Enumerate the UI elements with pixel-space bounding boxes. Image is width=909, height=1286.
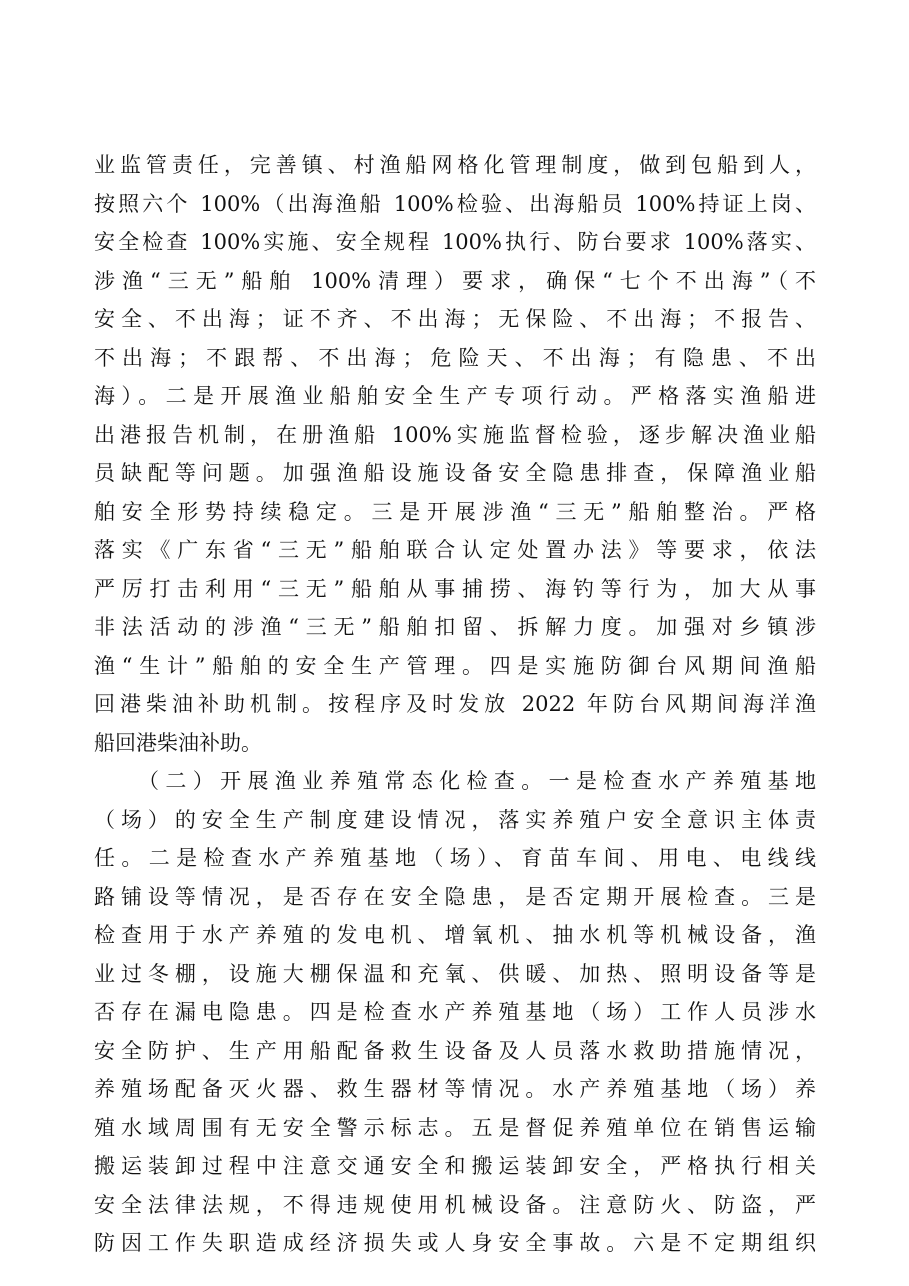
text-line: 业过冬棚，设施大棚保温和充氧、供暖、加热、照明设备等是 — [94, 961, 816, 986]
text-line: 防因工作失职造成经济损失或人身安全事故。六是不定期组织 — [94, 1231, 816, 1255]
text-line: 否存在漏电隐患。四是检查水产养殖基地（场）工作人员涉水 — [94, 1000, 816, 1024]
text-line: 任。二是检查水产养殖基地（场）、育苗车间、用电、电线线 — [94, 846, 816, 870]
text-line: （场）的安全生产制度建设情况，落实养殖户安全意识主体责 — [94, 807, 816, 832]
text-line: 员缺配等问题。加强渔船设施设备安全隐患排查，保障渔业船 — [94, 461, 816, 485]
text-line: 海）。二是开展渔业船舶安全生产专项行动。严格落实渔船进 — [94, 384, 816, 408]
text-line: 安全防护、生产用船配备救生设备及人员落水救助措施情况， — [94, 1038, 816, 1063]
text-line: 严厉打击利用“三无”船舶从事捕捞、海钓等行为，加大从事 — [94, 576, 816, 601]
text-line: 船回港柴油补助。 — [94, 730, 262, 755]
text-line: 搬运装卸过程中注意交通安全和搬运装卸安全，严格执行相关 — [94, 1154, 816, 1178]
text-line: 不出海；不跟帮、不出海；危险天、不出海；有隐患、不出 — [94, 345, 816, 370]
text-line: 非法活动的涉渔“三无”船舶扣留、拆解力度。加强对乡镇涉 — [94, 615, 816, 639]
text-line: 路铺设等情况，是否存在安全隐患，是否定期开展检查。三是 — [94, 884, 816, 909]
text-line: 业监管责任，完善镇、村渔船网格化管理制度，做到包船到人， — [94, 153, 816, 177]
text-line: 殖水域周围有无安全警示标志。五是督促养殖单位在销售运输 — [94, 1115, 816, 1140]
text-line: 出港报告机制，在册渔船 100%实施监督检验，逐步解决渔业船 — [94, 422, 816, 447]
text-line: 安全法律法规，不得违规使用机械设备。注意防火、防盗，严 — [94, 1192, 816, 1217]
section-heading-line: （二）开展渔业养殖常态化检查。一是检查水产养殖基地 — [138, 769, 816, 793]
text-line: 舶安全形势持续稳定。三是开展涉渔“三无”船舶整治。严格 — [94, 499, 816, 524]
text-line: 安全、不出海；证不齐、不出海；无保险、不出海；不报告、 — [94, 307, 816, 331]
text-line: 落实《广东省“三无”船舶联合认定处置办法》等要求，依法 — [94, 538, 816, 562]
text-line: 回港柴油补助机制。按程序及时发放 2022 年防台风期间海洋渔 — [94, 692, 816, 716]
text-line: 按照六个 100%（出海渔船 100%检验、出海船员 100%持证上岗、 — [94, 191, 816, 216]
text-line: 安全检查 100%实施、安全规程 100%执行、防台要求 100%落实、 — [94, 230, 816, 254]
text-line: 养殖场配备灭火器、救生器材等情况。水产养殖基地（场）养 — [94, 1077, 816, 1101]
body-text — [94, 146, 816, 1263]
text-line: 渔“生计”船舶的安全生产管理。四是实施防御台风期间渔船 — [94, 653, 816, 678]
text-line: 涉渔“三无”船舶 100%清理）要求，确保“七个不出海”（不 — [94, 268, 816, 293]
text-line: 检查用于水产养殖的发电机、增氧机、抽水机等机械设备，渔 — [94, 923, 816, 947]
